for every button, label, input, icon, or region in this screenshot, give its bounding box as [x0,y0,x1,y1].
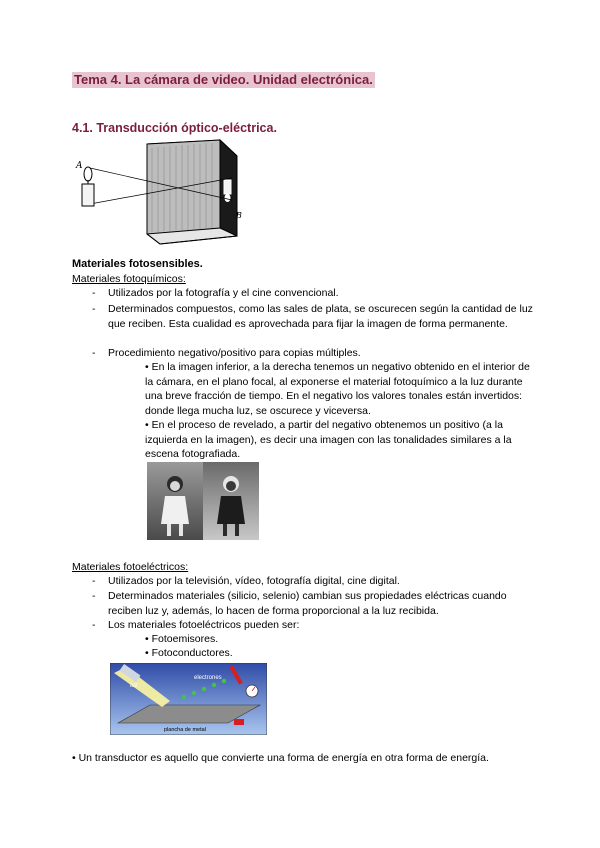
photochemical-subheading: Materiales fotoquímicos: [72,273,186,285]
section-title: 4.1. Transducción óptico-eléctrica. [72,121,277,135]
page-title: Tema 4. La cámara de video. Unidad electrónica. [74,72,373,87]
plate-label: plancha de metal [164,727,206,733]
electrons-label: electrones [194,675,222,681]
photoelectric-subheading: Materiales fotoeléctricos: [72,561,189,573]
photochemical-bullet: • En la imagen inferior, a la derecha tenemos un negativo obtenido en el interior de la cámara, en el plano focal, al exponerse el material fotoquímico a la luz durante una breve fracción de tiempo. En el negativo los valores tonales están invertidos: donde llega mucha luz, se oscurece y viceversa. [145,361,530,417]
photochemical-bullet: • En el proceso de revelado, a partir del negativo obtenemos un positivo (a la izquierda en la imagen), es decir una imagen con las tonalidades similares a la escena fotografiada. [145,419,512,461]
final-note: • Un transductor es aquello que convierte una forma de energía en otra forma de energía. [72,752,489,764]
photoelectric-bullet: • Fotoconductores. [145,647,233,659]
materials-heading: Materiales fotosensibles. [72,258,203,270]
battery-icon [234,719,244,725]
photoelectric-bullet: • Fotoemisores. [145,633,219,645]
light-label: luz [130,683,138,689]
document-page: Tema 4. La cámara de video. Unidad electrónica. 4.1. Transducción óptico-eléctrica. A B Materiales fotosensibles. Materiales fotoquímicos: - Utilizados por la fotografía y el cine convencional. - Determinados compuestos, como las sales de plata, se oscurecen según la cantidad de luz que reciben. Esta cualidad es aprovechada para fijar la imagen de forma permanente. - Procedimiento negativo/positivo para copias múltiples. • En la imagen inferior, a la derecha tenemos un negativo obtenido en el interior de la cámara, en el plano focal, al exponerse el material fotoquímico a la luz durante una breve fracción de tiempo. En el negativo los valores tonales están invertidos: donde llega mucha luz, se oscurece y viceversa. • En el proceso de revelado, a partir del negativo obtenemos un positivo (a la izquierda en la imagen), es decir una imagen con las tonalidades similares a la escena fotografiada. Materiales fotoeléctricos: - Utilizados por la televisión, vídeo, fotografía digital, cine digital. - Determinados materiales (silicio, selenio) cambian sus propiedades eléctricas cuando reciben luz y, además, lo hacen de forma proporcional a la luz recibida. - Los materiales fotoeléctricos pueden ser: • Fotoemisores. • Fotoconductores. luz electrones plancha de metal • Un transductor es aquello que convierte una forma de energía en otra forma de energía. [72,72,533,764]
label-a: A [76,161,83,171]
label-b: B [236,211,242,220]
positive-negative-photo [147,462,259,540]
photoelectric-effect-figure [110,663,267,735]
camera-obscura-figure [72,138,252,246]
